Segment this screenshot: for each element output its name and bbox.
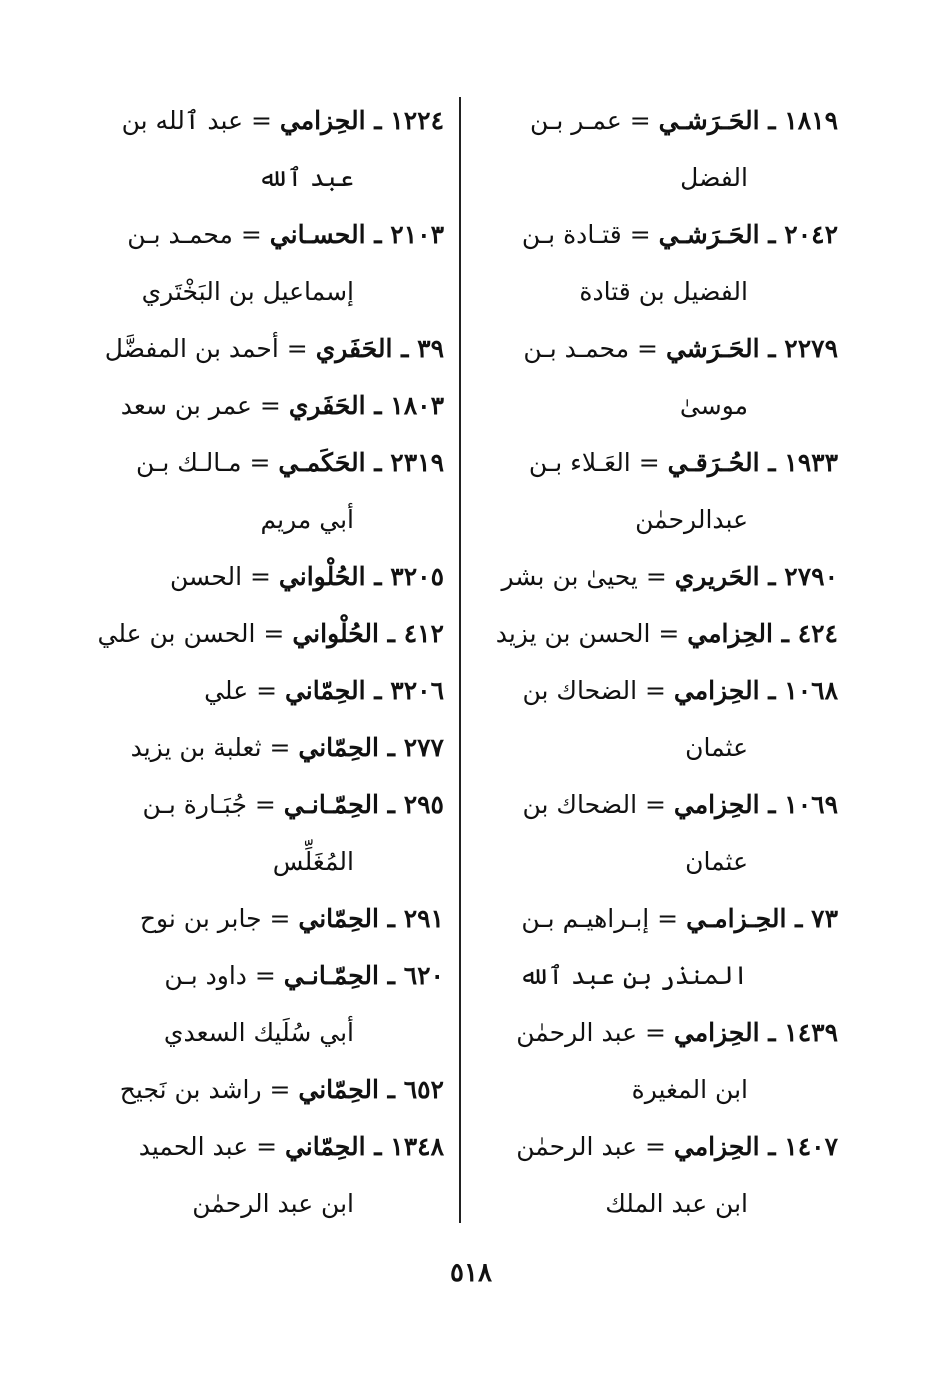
entry-line: ٢٧٧ ـ الحِمّاني = ثعلبة بن يزيد — [130, 733, 444, 762]
entry-name: يحيىٰ بن بشر — [501, 562, 638, 591]
entry-line: ٦٢٠ ـ الحِمّـانـي = داود بـن — [164, 961, 444, 990]
entry-continuation: المُغَلِّس — [272, 847, 354, 876]
entry-nisba: الحَفَري — [315, 334, 393, 363]
entry-line: ١٠٦٨ ـ الحِزامي = الضحاك بن — [522, 676, 838, 705]
entry-continuation: إسماعيل بن البَخْتَري — [141, 277, 354, 306]
entry-name: ثعلبة بن يزيد — [130, 733, 262, 762]
entry-name: قتـادة بـن — [521, 220, 622, 249]
entry-line: ١٤٠٧ ـ الحِزامي = عبد الرحمٰن — [516, 1132, 838, 1161]
entry-number: ٤٢٤ — [797, 619, 838, 648]
index-entry — [72, 434, 444, 548]
entry-line: ٣٩ ـ الحَفَري = أحمد بن المفضَّل — [104, 334, 444, 363]
entry-line: ٢٩١ ـ الحِمّاني = جابر بن نوح — [139, 904, 444, 933]
entry-nisba: الحَريري — [674, 562, 760, 591]
entry-name: الضحاك بن — [522, 790, 638, 819]
entry-name: أحمد بن المفضَّل — [104, 334, 279, 363]
entry-nisba: الحَفَري — [288, 391, 366, 420]
index-entry — [72, 548, 444, 605]
entry-continuation: أبي سُلَيك السعدي — [163, 1018, 354, 1047]
entry-number: ٢٧٧ — [403, 733, 444, 762]
index-entry — [478, 890, 838, 1004]
entry-continuation: عثمان — [685, 733, 748, 762]
index-entry — [72, 1118, 444, 1232]
entry-number: ١٤٣٩ — [784, 1018, 838, 1047]
entry-number: ١٩٣٣ — [784, 448, 838, 477]
entry-nisba: الحسـاني — [269, 220, 366, 249]
entry-continuation: عبدالرحمٰن — [635, 505, 748, 534]
entry-nisba: الحِمّاني — [284, 676, 366, 705]
entry-name: عبد ٱلله بن — [121, 106, 244, 135]
entry-nisba: الحِمّـانـي — [283, 961, 379, 990]
entry-nisba: الحِزامي — [673, 1132, 760, 1161]
entry-number: ٢٣١٩ — [390, 448, 444, 477]
index-entry — [478, 92, 838, 206]
entry-number: ١٠٦٩ — [784, 790, 838, 819]
entry-nisba: الحِمّاني — [298, 1075, 379, 1104]
column-divider — [459, 97, 461, 1223]
entry-name: علي — [204, 676, 249, 705]
entry-number: ٢٠٤٢ — [784, 220, 838, 249]
entry-nisba: الحِـزامـي — [686, 904, 787, 933]
entry-nisba: الحِمّاني — [298, 733, 379, 762]
index-entry — [478, 662, 838, 776]
index-entry — [72, 719, 444, 776]
entry-name: داود بـن — [164, 961, 247, 990]
entry-line: ٢٠٤٢ ـ الحَـرَشـي = قتـادة بـن — [521, 220, 838, 249]
entry-continuation: أبي مريم — [260, 505, 354, 534]
index-entry — [72, 776, 444, 890]
entry-continuation: الفضل — [680, 163, 748, 192]
entry-line: ١٨١٩ ـ الحَـرَشـي = عمـر بـن — [530, 106, 838, 135]
entry-nisba: الحِمّاني — [284, 1132, 366, 1161]
entry-line: ٢٢٧٩ ـ الحَـرَشي = محمـد بـن — [523, 334, 838, 363]
entry-number: ٣٢٠٥ — [390, 562, 444, 591]
entry-number: ٦٢٠ — [403, 961, 444, 990]
entry-continuation: ابن عبد الرحمٰن — [192, 1189, 354, 1218]
entry-name: عبد الحميد — [138, 1132, 249, 1161]
entry-nisba: الحَـرَشـي — [658, 220, 760, 249]
entry-number: ٣٩ — [417, 334, 444, 363]
entry-continuation: المنذر بن عبد ٱلله — [519, 961, 748, 990]
entry-number: ٢٢٧٩ — [784, 334, 838, 363]
index-entry — [478, 434, 838, 548]
entry-nisba: الحِزامي — [673, 676, 760, 705]
entry-line: ٧٣ ـ الحِـزامـي = إبـراهيـم بـن — [521, 904, 838, 933]
index-entry — [478, 206, 838, 320]
entry-line: ١٠٦٩ ـ الحِزامي = الضحاك بن — [522, 790, 838, 819]
index-entry — [478, 548, 838, 605]
entry-continuation: الفضيل بن قتادة — [579, 277, 748, 306]
entry-nisba: الحَـرَشي — [665, 334, 760, 363]
entry-continuation: ابن عبد الملك — [605, 1189, 748, 1218]
index-entry — [72, 947, 444, 1061]
entry-line: ١٨٠٣ ـ الحَفَري = عمر بن سعد — [120, 391, 444, 420]
entry-nisba: الحُلْواني — [278, 562, 366, 591]
index-entry — [478, 776, 838, 890]
entry-line: ٣٢٠٦ ـ الحِمّاني = علي — [204, 676, 444, 705]
entry-line: ١٤٣٩ ـ الحِزامي = عبد الرحمٰن — [516, 1018, 838, 1047]
entry-nisba: الحَـرَشـي — [658, 106, 760, 135]
entry-number: ٦٥٢ — [403, 1075, 444, 1104]
entry-name: الحسن — [170, 562, 243, 591]
index-entry — [72, 377, 444, 434]
entry-name: الضحاك بن — [522, 676, 638, 705]
entry-line: ١٢٢٤ ـ الحِزامي = عبد ٱلله بن — [121, 106, 444, 135]
index-entry — [72, 605, 444, 662]
index-entry — [72, 206, 444, 320]
entry-nisba: الحِزامي — [687, 619, 773, 648]
entry-name: جابر بن نوح — [139, 904, 262, 933]
entry-continuation: ابن المغيرة — [631, 1075, 748, 1104]
entry-number: ٢٩١ — [403, 904, 444, 933]
entry-line: ٢١٠٣ ـ الحسـاني = محمـد بـن — [127, 220, 444, 249]
entry-nisba: الحِزامي — [673, 1018, 760, 1047]
index-entry — [478, 605, 838, 662]
entry-name: الحسن بن يزيد — [495, 619, 651, 648]
entry-name: محمـد بـن — [523, 334, 630, 363]
entry-number: ٣٢٠٦ — [390, 676, 444, 705]
right-column — [478, 92, 838, 1232]
entry-line: ٢٧٩٠ ـ الحَريري = يحيىٰ بن بشر — [501, 562, 838, 591]
index-entry — [478, 320, 838, 434]
index-entry — [72, 92, 444, 206]
entry-name: عبد الرحمٰن — [516, 1018, 638, 1047]
entry-name: راشد بن نَجيح — [119, 1075, 262, 1104]
entry-name: مـالـك بـن — [135, 448, 242, 477]
entry-number: ٢١٠٣ — [390, 220, 444, 249]
page-number: ٥١٨ — [450, 1258, 492, 1288]
entry-name: جُبَـارة بـن — [142, 790, 247, 819]
entry-continuation: عبد ٱلله — [258, 163, 354, 192]
entry-nisba: الحُلْواني — [292, 619, 379, 648]
entry-line: ١٣٤٨ ـ الحِمّاني = عبد الحميد — [138, 1132, 444, 1161]
entry-line: ١٩٣٣ ـ الحُـرَقـي = العَـلاء بـن — [528, 448, 838, 477]
entry-nisba: الحِزامي — [279, 106, 366, 135]
entry-name: عمـر بـن — [530, 106, 622, 135]
entry-number: ١٣٤٨ — [390, 1132, 444, 1161]
entry-line: ٦٥٢ ـ الحِمّاني = راشد بن نَجيح — [119, 1075, 444, 1104]
entry-number: ٢٩٥ — [403, 790, 444, 819]
entry-name: عبد الرحمٰن — [516, 1132, 638, 1161]
entry-name: عمر بن سعد — [120, 391, 252, 420]
entry-number: ١٢٢٤ — [390, 106, 444, 135]
entry-continuation: عثمان — [685, 847, 748, 876]
entry-number: ٤١٢ — [403, 619, 444, 648]
entry-number: ١٨١٩ — [784, 106, 838, 135]
entry-number: ١٤٠٧ — [784, 1132, 838, 1161]
entry-name: إبـراهيـم بـن — [521, 904, 650, 933]
index-entry — [478, 1118, 838, 1232]
index-entry — [72, 662, 444, 719]
entry-nisba: الحُـرَقـي — [667, 448, 760, 477]
entry-line: ٣٢٠٥ ـ الحُلْواني = الحسن — [170, 562, 444, 591]
entry-line: ٤١٢ ـ الحُلْواني = الحسن بن علي — [97, 619, 444, 648]
index-entry — [72, 320, 444, 377]
entry-nisba: الحَكَمـي — [278, 448, 366, 477]
entry-nisba: الحِمّـانـي — [283, 790, 379, 819]
entry-nisba: الحِزامي — [673, 790, 760, 819]
entry-name: محمـد بـن — [127, 220, 233, 249]
index-entry — [72, 1061, 444, 1118]
index-entry — [72, 890, 444, 947]
entry-line: ٢٣١٩ ـ الحَكَمـي = مـالـك بـن — [135, 448, 444, 477]
entry-number: ٧٣ — [811, 904, 838, 933]
index-entry — [478, 1004, 838, 1118]
entry-number: ١٨٠٣ — [390, 391, 444, 420]
entry-number: ٢٧٩٠ — [784, 562, 838, 591]
entry-continuation: موسىٰ — [679, 391, 748, 420]
entry-line: ٤٢٤ ـ الحِزامي = الحسن بن يزيد — [495, 619, 838, 648]
entry-name: الحسن بن علي — [97, 619, 256, 648]
entry-name: العَـلاء بـن — [528, 448, 631, 477]
entry-line: ٢٩٥ ـ الحِمّـانـي = جُبَـارة بـن — [142, 790, 444, 819]
entry-nisba: الحِمّاني — [298, 904, 379, 933]
left-column — [72, 92, 444, 1232]
entry-number: ١٠٦٨ — [784, 676, 838, 705]
